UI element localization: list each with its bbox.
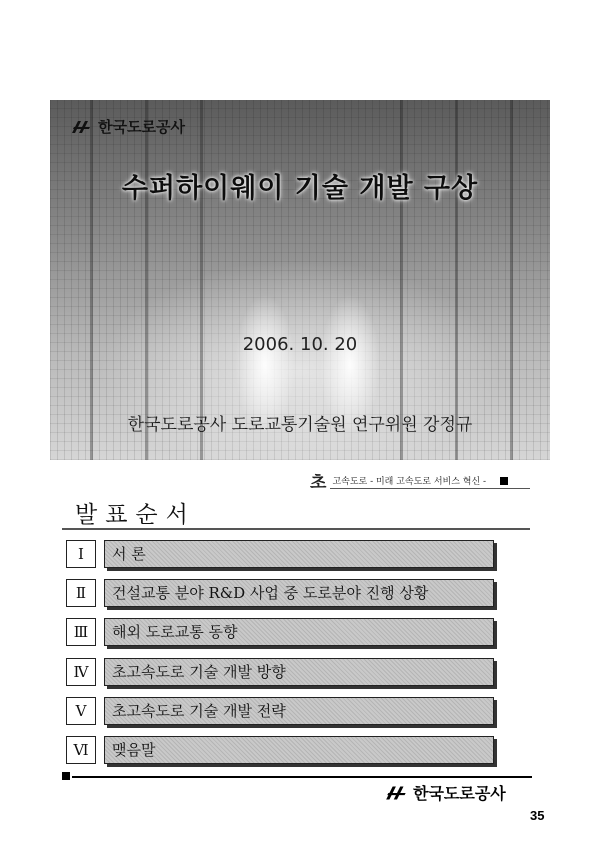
agenda-label: 맺음말: [112, 741, 156, 759]
ex-logo-icon: [70, 119, 94, 135]
footer-divider: [72, 776, 532, 778]
agenda-label: 서 론: [112, 545, 146, 563]
agenda-item: [66, 540, 494, 568]
building-line: [90, 100, 93, 460]
agenda-title: 발표순서: [75, 502, 196, 528]
slide-author: 한국도로공사 도로교통기술원 연구위원 강정규: [127, 415, 473, 435]
agenda-number: Ⅲ: [66, 618, 96, 646]
agenda-item: [66, 697, 494, 725]
footer-logo-text: 한국도로공사: [413, 784, 506, 803]
building-line: [200, 100, 203, 460]
building-line: [400, 100, 403, 460]
slide-title: 수퍼하이웨이 기술 개발 구상: [121, 173, 479, 204]
agenda-bar: [104, 540, 494, 568]
agenda-item: [66, 658, 494, 686]
agenda-number: Ⅰ: [66, 540, 96, 568]
square-bullet-icon: [500, 477, 508, 485]
title-slide: [50, 100, 550, 460]
building-line: [455, 100, 458, 460]
agenda-number: Ⅵ: [66, 736, 96, 764]
slide-date: 2006. 10. 20: [242, 334, 358, 355]
agenda-number: Ⅳ: [66, 658, 96, 686]
ex-logo-icon: [384, 784, 410, 802]
square-bullet-icon: [62, 772, 70, 780]
agenda-label: 초고속도로 기술 개발 방향: [112, 663, 286, 681]
agenda-number: Ⅱ: [66, 579, 96, 607]
agenda-label: 건설교통 분야 R&D 사업 중 도로분야 진행 상황: [112, 584, 429, 602]
header-mark: 초: [310, 473, 327, 493]
agenda-label: 해외 도로교통 동향: [112, 623, 238, 641]
slide-header: [310, 468, 508, 493]
agenda-item: [66, 579, 494, 607]
page-number: 35: [530, 808, 545, 823]
logo-text: 한국도로공사: [98, 118, 185, 136]
company-logo: [70, 116, 185, 137]
building-line: [145, 100, 148, 460]
agenda-label: 초고속도로 기술 개발 전략: [112, 702, 286, 720]
header-text: 고속도로 - 미래 고속도로 서비스 혁신 -: [332, 477, 487, 487]
footer-company-logo: [384, 781, 506, 804]
agenda-bar: [104, 736, 494, 764]
agenda-divider: [62, 528, 530, 530]
agenda-number: Ⅴ: [66, 697, 96, 725]
agenda-item: [66, 618, 494, 646]
building-line: [510, 100, 513, 460]
agenda-item: [66, 736, 494, 764]
header-divider: [330, 488, 530, 489]
